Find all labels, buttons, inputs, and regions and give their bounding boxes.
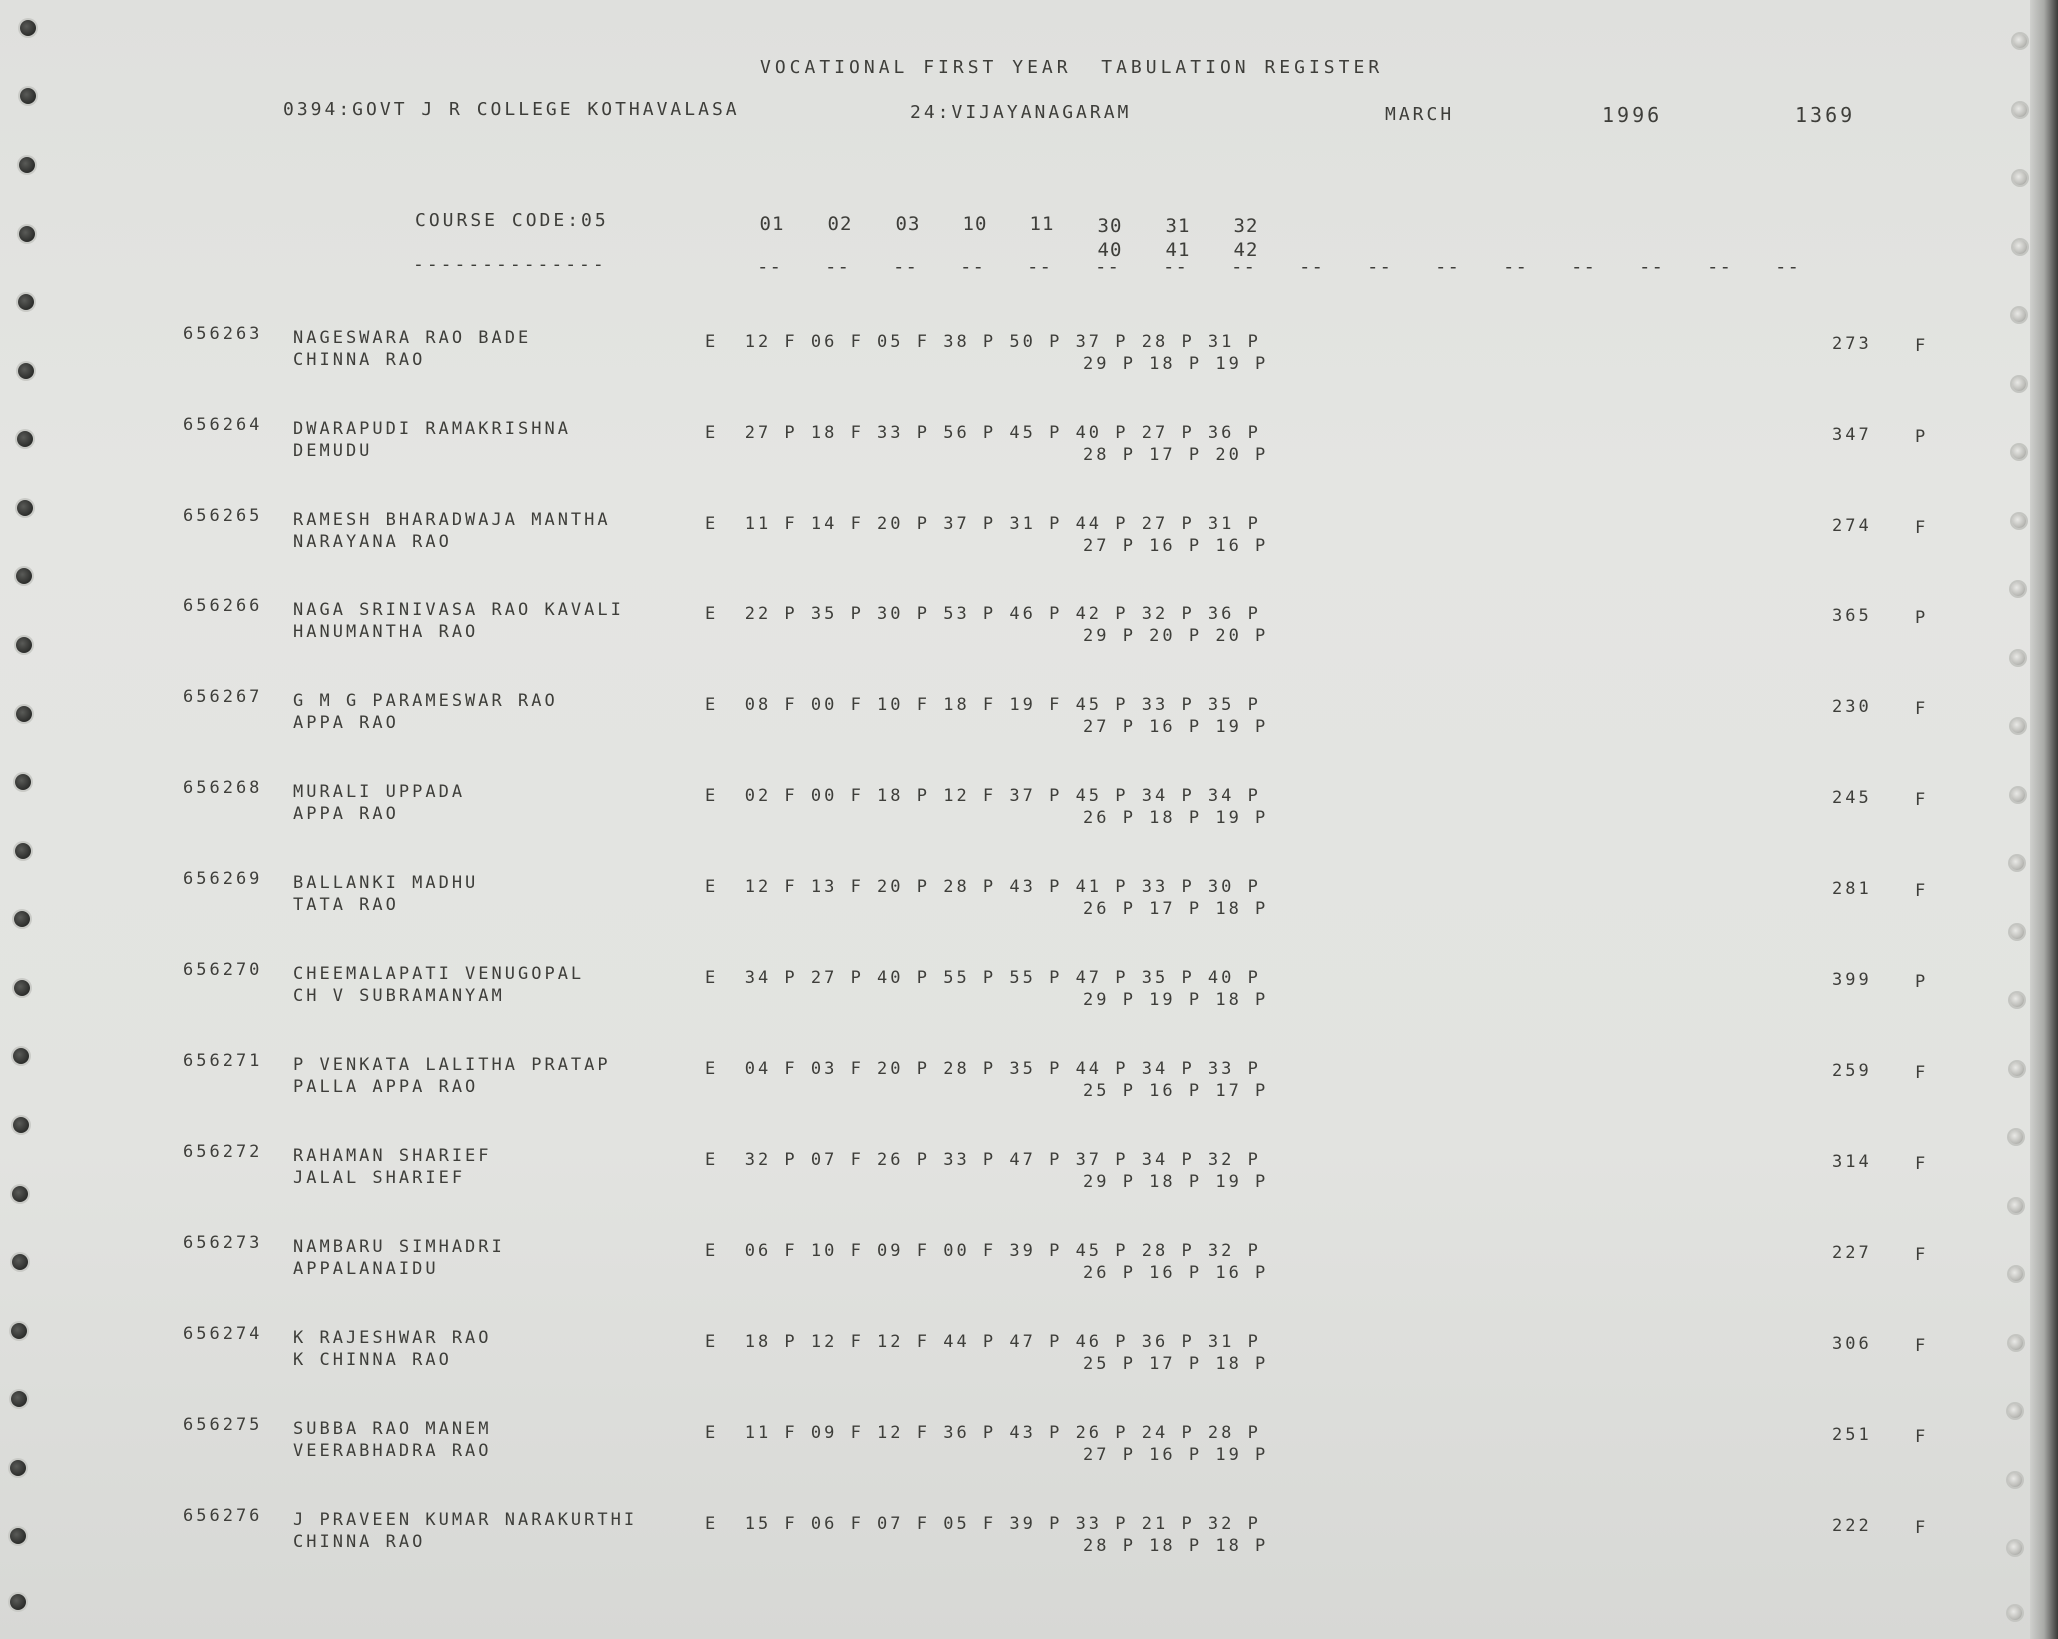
marks-line-1: E 06 F 10 F 09 F 00 F 39 P 45 P 28 P 32 P — [705, 1241, 1261, 1261]
parent-name: PALLA APPA RAO — [293, 1077, 479, 1097]
total-marks: 259 — [1832, 1061, 1872, 1081]
student-record — [0, 1050, 2000, 1120]
column-dash: -- — [1163, 256, 1188, 278]
marks-line-1: E 34 P 27 P 40 P 55 P 55 P 47 P 35 P 40 P — [705, 968, 1261, 988]
subject-code: 03 — [895, 213, 921, 235]
feed-hole — [2012, 514, 2026, 528]
result-code: F — [1915, 1063, 1929, 1083]
marks-line-2: 28 P 17 P 20 P — [1083, 445, 1269, 465]
register-title: VOCATIONAL FIRST YEAR TABULATION REGISTER — [760, 57, 1384, 78]
column-dash: -- — [1571, 256, 1596, 278]
student-name: SUBBA RAO MANEM — [293, 1419, 492, 1439]
marks-line-2: 29 P 20 P 20 P — [1083, 626, 1269, 646]
marks-line-2: 27 P 16 P 16 P — [1083, 536, 1269, 556]
student-name: NAGESWARA RAO BADE — [293, 328, 532, 348]
result-code: F — [1915, 336, 1929, 356]
student-name: G M G PARAMESWAR RAO — [293, 691, 558, 711]
subject-code: 01 — [759, 213, 785, 235]
marks-line-1: E 11 F 14 F 20 P 37 P 31 P 44 P 27 P 31 P — [705, 514, 1261, 534]
student-record — [0, 1232, 2000, 1302]
result-code: F — [1915, 881, 1929, 901]
feed-hole — [2010, 1062, 2024, 1076]
parent-name: TATA RAO — [293, 895, 399, 915]
parent-name: K CHINNA RAO — [293, 1350, 452, 1370]
result-code: F — [1915, 518, 1929, 538]
parent-name: APPA RAO — [293, 713, 399, 733]
student-record — [0, 686, 2000, 756]
feed-hole — [19, 226, 35, 242]
total-marks: 347 — [1832, 425, 1872, 445]
result-code: P — [1915, 608, 1929, 628]
parent-name: APPA RAO — [293, 804, 399, 824]
feed-hole — [2010, 856, 2024, 870]
result-code: F — [1915, 1154, 1929, 1174]
subject-code: 02 — [827, 213, 853, 235]
result-code: F — [1915, 1336, 1929, 1356]
marks-line-2: 25 P 17 P 18 P — [1083, 1354, 1269, 1374]
student-name: CHEEMALAPATI VENUGOPAL — [293, 964, 585, 984]
course-code-label: COURSE CODE:05 — [415, 210, 609, 231]
marks-line-1: E 04 F 03 F 20 P 28 P 35 P 44 P 34 P 33 P — [705, 1059, 1261, 1079]
feed-hole — [2010, 993, 2024, 1007]
total-marks: 306 — [1832, 1334, 1872, 1354]
total-marks: 251 — [1832, 1425, 1872, 1445]
parent-name: NARAYANA RAO — [293, 532, 452, 552]
column-dash: -- — [1299, 256, 1324, 278]
student-record — [0, 868, 2000, 938]
feed-hole — [20, 20, 36, 36]
college-name: 0394:GOVT J R COLLEGE KOTHAVALASA — [283, 99, 740, 120]
marks-line-1: E 15 F 06 F 07 F 05 F 39 P 33 P 21 P 32 P — [705, 1514, 1261, 1534]
student-record — [0, 595, 2000, 665]
student-record — [0, 1505, 2000, 1575]
marks-line-2: 29 P 18 P 19 P — [1083, 354, 1269, 374]
student-name: MURALI UPPADA — [293, 782, 466, 802]
marks-line-2: 29 P 18 P 19 P — [1083, 1172, 1269, 1192]
feed-hole — [2008, 1606, 2022, 1620]
marks-line-1: E 18 P 12 F 12 F 44 P 47 P 46 P 36 P 31 P — [705, 1332, 1261, 1352]
feed-hole — [20, 88, 36, 104]
feed-hole — [2012, 308, 2026, 322]
subject-code: 40 — [1097, 239, 1123, 261]
student-name: RAMESH BHARADWAJA MANTHA — [293, 510, 611, 530]
student-record — [0, 777, 2000, 847]
feed-hole — [2008, 1404, 2022, 1418]
feed-hole — [2012, 377, 2026, 391]
student-name: J PRAVEEN KUMAR NARAKURTHI — [293, 1510, 638, 1530]
column-dash: -- — [1503, 256, 1528, 278]
hall-ticket-number: 656263 — [183, 324, 263, 344]
student-record — [0, 323, 2000, 393]
result-code: P — [1915, 972, 1929, 992]
student-record — [0, 1414, 2000, 1484]
student-record — [0, 414, 2000, 484]
feed-hole — [2009, 1267, 2023, 1281]
hall-ticket-number: 656274 — [183, 1324, 263, 1344]
student-record — [0, 1141, 2000, 1211]
marks-line-1: E 27 P 18 F 33 P 56 P 45 P 40 P 27 P 36 P — [705, 423, 1261, 443]
feed-hole — [2013, 103, 2027, 117]
hall-ticket-number: 656272 — [183, 1142, 263, 1162]
feed-hole — [2009, 1130, 2023, 1144]
subject-code: 32 — [1233, 215, 1259, 237]
marks-line-1: E 02 F 00 F 18 P 12 F 37 P 45 P 34 P 34 P — [705, 786, 1261, 806]
page-number: 1369 — [1795, 103, 1856, 127]
parent-name: VEERABHADRA RAO — [293, 1441, 492, 1461]
feed-hole — [19, 157, 35, 173]
student-record — [0, 1323, 2000, 1393]
student-name: BALLANKI MADHU — [293, 873, 479, 893]
hall-ticket-number: 656266 — [183, 596, 263, 616]
marks-line-2: 28 P 18 P 18 P — [1083, 1536, 1269, 1556]
student-name: NAMBARU SIMHADRI — [293, 1237, 505, 1257]
parent-name: APPALANAIDU — [293, 1259, 439, 1279]
marks-line-2: 26 P 16 P 16 P — [1083, 1263, 1269, 1283]
total-marks: 227 — [1832, 1243, 1872, 1263]
feed-hole — [18, 294, 34, 310]
marks-line-2: 29 P 19 P 18 P — [1083, 990, 1269, 1010]
column-dash: -- — [1775, 256, 1800, 278]
total-marks: 230 — [1832, 697, 1872, 717]
subject-code: 31 — [1165, 215, 1191, 237]
hall-ticket-number: 656265 — [183, 506, 263, 526]
column-dash: -- — [1367, 256, 1392, 278]
marks-line-1: E 12 F 06 F 05 F 38 P 50 P 37 P 28 P 31 P — [705, 332, 1261, 352]
student-name: K RAJESHWAR RAO — [293, 1328, 492, 1348]
hall-ticket-number: 656264 — [183, 415, 263, 435]
feed-hole — [2012, 445, 2026, 459]
feed-hole — [2013, 34, 2027, 48]
result-code: F — [1915, 790, 1929, 810]
student-name: P VENKATA LALITHA PRATAP — [293, 1055, 611, 1075]
exam-year: 1996 — [1602, 103, 1663, 127]
marks-line-1: E 11 F 09 F 12 F 36 P 43 P 26 P 24 P 28 P — [705, 1423, 1261, 1443]
subject-code: 30 — [1097, 215, 1123, 237]
hall-ticket-number: 656268 — [183, 778, 263, 798]
feed-hole — [2011, 788, 2025, 802]
total-marks: 314 — [1832, 1152, 1872, 1172]
marks-line-2: 27 P 16 P 19 P — [1083, 717, 1269, 737]
column-dash: -- — [960, 256, 985, 278]
hall-ticket-number: 656273 — [183, 1233, 263, 1253]
total-marks: 281 — [1832, 879, 1872, 899]
parent-name: CHINNA RAO — [293, 1532, 426, 1552]
total-marks: 399 — [1832, 970, 1872, 990]
column-dash: -- — [1435, 256, 1460, 278]
feed-hole — [2008, 1473, 2022, 1487]
marks-line-1: E 12 F 13 F 20 P 28 P 43 P 41 P 33 P 30 P — [705, 877, 1261, 897]
result-code: P — [1915, 427, 1929, 447]
subject-code: 10 — [962, 213, 988, 235]
feed-hole — [2013, 240, 2027, 254]
marks-line-2: 26 P 18 P 19 P — [1083, 808, 1269, 828]
hall-ticket-number: 656270 — [183, 960, 263, 980]
feed-hole — [2010, 925, 2024, 939]
column-dash: -- — [757, 256, 782, 278]
column-dash: -- — [1707, 256, 1732, 278]
result-code: F — [1915, 1518, 1929, 1538]
column-dash: -- — [1027, 256, 1052, 278]
hall-ticket-number: 656275 — [183, 1415, 263, 1435]
marks-line-1: E 08 F 00 F 10 F 18 F 19 F 45 P 33 P 35 P — [705, 695, 1261, 715]
parent-name: JALAL SHARIEF — [293, 1168, 466, 1188]
exam-month: MARCH — [1385, 104, 1455, 125]
result-code: F — [1915, 1245, 1929, 1265]
total-marks: 222 — [1832, 1516, 1872, 1536]
feed-hole — [2011, 719, 2025, 733]
district-name: 24:VIJAYANAGARAM — [910, 102, 1132, 123]
hall-ticket-number: 656276 — [183, 1506, 263, 1526]
parent-name: DEMUDU — [293, 441, 373, 461]
hall-ticket-number: 656269 — [183, 869, 263, 889]
result-code: F — [1915, 1427, 1929, 1447]
feed-hole — [10, 1594, 26, 1610]
subject-code: 11 — [1029, 213, 1055, 235]
total-marks: 245 — [1832, 788, 1872, 808]
feed-hole — [2011, 651, 2025, 665]
subject-code: 42 — [1233, 239, 1259, 261]
parent-name: CHINNA RAO — [293, 350, 426, 370]
feed-hole — [2008, 1541, 2022, 1555]
course-underline: -------------- — [413, 254, 607, 275]
student-name: DWARAPUDI RAMAKRISHNA — [293, 419, 571, 439]
total-marks: 273 — [1832, 334, 1872, 354]
student-record — [0, 959, 2000, 1029]
feed-hole — [2013, 171, 2027, 185]
marks-line-1: E 32 P 07 F 26 P 33 P 47 P 37 P 34 P 32 P — [705, 1150, 1261, 1170]
parent-name: HANUMANTHA RAO — [293, 622, 479, 642]
feed-hole — [11, 1391, 27, 1407]
marks-line-2: 26 P 17 P 18 P — [1083, 899, 1269, 919]
feed-hole — [2011, 582, 2025, 596]
result-code: F — [1915, 699, 1929, 719]
total-marks: 274 — [1832, 516, 1872, 536]
sheet-edge — [2030, 0, 2058, 1639]
column-dash: -- — [893, 256, 918, 278]
marks-line-2: 27 P 16 P 19 P — [1083, 1445, 1269, 1465]
hall-ticket-number: 656267 — [183, 687, 263, 707]
marks-line-1: E 22 P 35 P 30 P 53 P 46 P 42 P 32 P 36 P — [705, 604, 1261, 624]
parent-name: CH V SUBRAMANYAM — [293, 986, 505, 1006]
column-dash: -- — [1095, 256, 1120, 278]
total-marks: 365 — [1832, 606, 1872, 626]
student-name: RAHAMAN SHARIEF — [293, 1146, 492, 1166]
student-record — [0, 505, 2000, 575]
marks-line-2: 25 P 16 P 17 P — [1083, 1081, 1269, 1101]
student-name: NAGA SRINIVASA RAO KAVALI — [293, 600, 624, 620]
column-dash: -- — [825, 256, 850, 278]
column-dash: -- — [1639, 256, 1664, 278]
column-dash: -- — [1231, 256, 1256, 278]
hall-ticket-number: 656271 — [183, 1051, 263, 1071]
feed-hole — [2009, 1199, 2023, 1213]
feed-hole — [2009, 1336, 2023, 1350]
subject-code: 41 — [1165, 239, 1191, 261]
